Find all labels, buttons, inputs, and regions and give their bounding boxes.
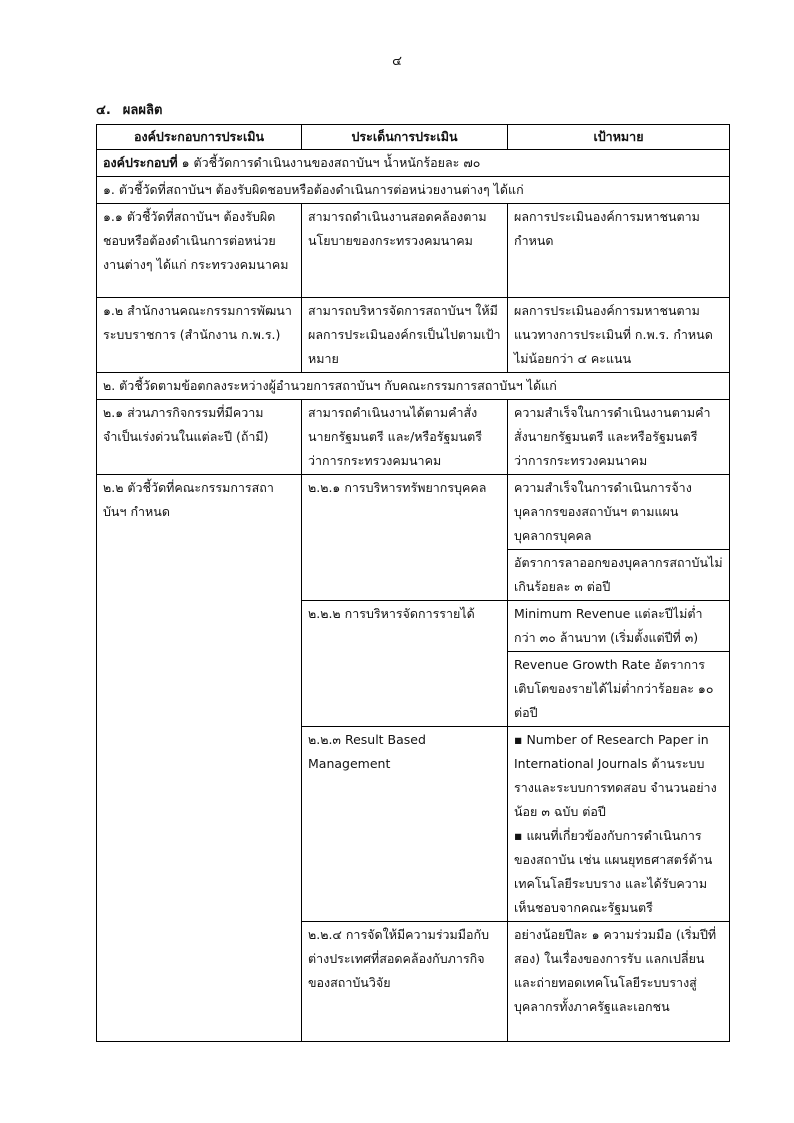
header-component: องค์ประกอบการประเมิน	[97, 125, 302, 150]
row-2-2-1-issue: ๒.๒.๑ การบริหารทรัพยากรบุคคล	[302, 475, 508, 601]
table-row	[97, 400, 730, 475]
row-2-2-4-target: อย่างน้อยปีละ ๑ ความร่วมมือ (เริ่มปีที่สอง) ในเรื่องของการรับ แลกเปลี่ยน และถ่ายทอดเทคโนโลยีระบบรางสู่บุคลากรทั้งภาครัฐและเอกชน	[508, 922, 730, 1042]
row-2-2-3-target	[508, 727, 730, 922]
row-1-1-issue: สามารถดำเนินงานสอดคล้องตามนโยบายของกระทรวงคมนาคม	[302, 204, 508, 298]
section-number: ๔.	[96, 103, 111, 118]
component-cell	[97, 150, 730, 177]
evaluation-table	[96, 124, 730, 1042]
row-2-2-2-target-b: Revenue Growth Rate อัตราการเติบโตของรายได้ไม่ต่ำกว่าร้อยละ ๑๐ ต่อปี	[508, 652, 730, 727]
row-1-1-target: ผลการประเมินองค์การมหาชนตามกำหนด	[508, 204, 730, 298]
group-row-2	[97, 373, 730, 400]
row-1-2-issue: สามารถบริหารจัดการสถาบันฯ ให้มีผลการประเมินองค์กรเป็นไปตามเป้าหมาย	[302, 298, 508, 373]
row-2-2-component: ๒.๒ ตัวชี้วัดที่คณะกรรมการสถาบันฯ กำหนด	[97, 475, 302, 1042]
row-1-2-component: ๑.๒ สำนักงานคณะกรรมการพัฒนาระบบราชการ (สำนักงาน ก.พ.ร.)	[97, 298, 302, 373]
component-label: องค์ประกอบที่	[103, 155, 178, 170]
row-2-1-target: ความสำเร็จในการดำเนินงานตามคำสั่งนายกรัฐมนตรี และหรือรัฐมนตรีว่าการกระทรวงคมนาคม	[508, 400, 730, 475]
row-2-2-3-target-a: ▪ Number of Research Paper in International Journals ด้านระบบรางและระบบการทดสอบ จำนวนอย่างน้อย ๓ ฉบับ ต่อปี	[514, 732, 717, 819]
row-2-2-2-target-a: Minimum Revenue แต่ละปีไม่ต่ำกว่า ๓๐ ล้านบาท (เริ่มตั้งแต่ปีที่ ๓)	[508, 601, 730, 652]
group-2-cell: ๒. ตัวชี้วัดตามข้อตกลงระหว่างผู้อำนวยการสถาบันฯ กับคณะกรรมการสถาบันฯ ได้แก่	[97, 373, 730, 400]
row-2-2-1-target-a: ความสำเร็จในการดำเนินการจ้างบุคลากรของสถาบันฯ ตามแผนบุคลากรบุคคล	[508, 475, 730, 550]
row-1-1-component: ๑.๑ ตัวชี้วัดที่สถาบันฯ ต้องรับผิดชอบหรือต้องดำเนินการต่อหน่วยงานต่างๆ ได้แก่ กระทรวงคมนาคม	[97, 204, 302, 298]
header-issue: ประเด็นการประเมิน	[302, 125, 508, 150]
component-text: ๑ ตัวชี้วัดการดำเนินงานของสถาบันฯ น้ำหนักร้อยละ ๗๐	[177, 155, 481, 170]
table-header-row	[97, 125, 730, 150]
row-2-2-3-target-b: ▪ แผนที่เกี่ยวข้องกับการดำเนินการของสถาบัน เช่น แผนยุทธศาสตร์ด้านเทคโนโลยีระบบราง และได้รับความเห็นชอบจากคณะรัฐมนตรี	[514, 828, 713, 915]
row-1-2-target: ผลการประเมินองค์การมหาชนตามแนวทางการประเมินที่ ก.พ.ร. กำหนด ไม่น้อยกว่า ๔ คะแนน	[508, 298, 730, 373]
row-2-1-component: ๒.๑ ส่วนภารกิจกรรมที่มีความจำเป็นเร่งด่วนในแต่ละปี (ถ้ามี)	[97, 400, 302, 475]
row-2-2-1-target-b: อัตราการลาออกของบุคลากรสถาบันไม่เกินร้อยละ ๓ ต่อปี	[508, 550, 730, 601]
group-1-cell: ๑. ตัวชี้วัดที่สถาบันฯ ต้องรับผิดชอบหรือต้องดำเนินการต่อหน่วยงานต่างๆ ได้แก่	[97, 177, 730, 204]
row-2-2-3-issue: ๒.๒.๓ Result Based Management	[302, 727, 508, 922]
table-row	[97, 298, 730, 373]
table-row	[97, 204, 730, 298]
table-row	[97, 475, 730, 550]
section-heading	[96, 99, 162, 120]
component-row	[97, 150, 730, 177]
row-2-1-issue: สามารถดำเนินงานได้ตามคำสั่งนายกรัฐมนตรี และ/หรือรัฐมนตรีว่าการกระทรวงคมนาคม	[302, 400, 508, 475]
row-2-2-2-issue: ๒.๒.๒ การบริหารจัดการรายได้	[302, 601, 508, 727]
row-2-2-4-issue: ๒.๒.๔ การจัดให้มีความร่วมมือกับต่างประเทศที่สอดคล้องกับภารกิจของสถาบันวิจัย	[302, 922, 508, 1042]
group-row-1	[97, 177, 730, 204]
section-title: ผลผลิต	[122, 103, 163, 118]
page-number: ๔	[392, 54, 402, 69]
header-target: เป้าหมาย	[508, 125, 730, 150]
